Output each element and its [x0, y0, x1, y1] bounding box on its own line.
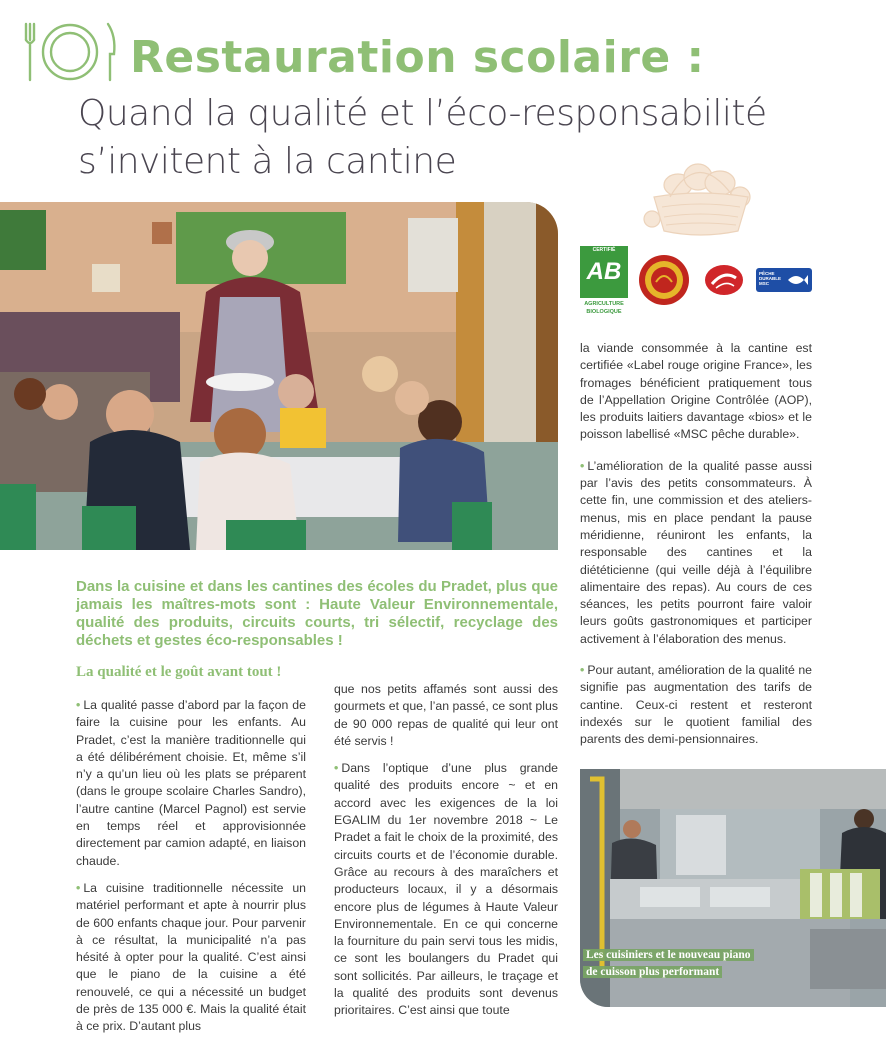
- basket-illustration: [640, 145, 760, 240]
- aop-label: [638, 254, 690, 306]
- photo-caption: Les cuisiniers et le nouveau piano de cuisson plus performant: [583, 948, 773, 980]
- paragraph: • Dans l’optique d’une plus grande qualité des produits encore ~ et en accord avec les exigences de la loi EGALIM du 1er novembre 2018 ~ Le Pradet a fait le choix de la proximité, des circuits courts et de l’économie durable. Grâce au recours à des maraîchers et producteurs locaux, il y a désormais encore plus de légumes à Haute Valeur Environnementale. En ce qui concerne la fourniture du pain servi tous les midis, ce sont les boulangers du Pradet qui sont sollicités. Par ailleurs, le traçage et la qualité des produits sont devenus prioritaires. C’est ainsi que toute: [334, 761, 558, 1018]
- cutlery-plate-icon: [20, 20, 120, 84]
- text-column-3: [580, 340, 812, 759]
- paragraph: • Pour autant, amélioration de la qualité ne signifie pas augmentation des tarifs de cantine. Ceux-ci restent et resteront indexés sur le quotient familial des parents des demi-pensionnaires.: [580, 663, 812, 747]
- page-subtitle: Quand la qualité et l’éco-responsabilité s’invitent à la cantine: [78, 93, 767, 182]
- canteen-photo: [0, 202, 558, 550]
- page-title: Restauration scolaire :: [130, 32, 705, 83]
- paragraph: • L’amélioration de la qualité passe aussi par l’avis des petits consommateurs. À cette fin, une commission et des ateliers-menus, mis en place pendant la pause méridienne, réuniront les enfants, la responsable des cantines et la diététicienne (qui veille déjà à l’équilibre alimentaire des repas). Au cours de ces séances, les petits pourront faire valoir leurs goûts gastronomiques et participer activement à l’élaboration des menus.: [580, 458, 812, 646]
- text-column-2: [334, 681, 558, 1030]
- quality-labels-row: [580, 246, 820, 318]
- paragraph: que nos petits affamés sont aussi des gourmets et que, l’an passé, ce sont plus de 90 000 repas de qualité qui leur ont été servis !: [334, 682, 558, 748]
- text-column-1: [76, 697, 306, 1046]
- paragraph: la viande consommée à la cantine est certifiée «Label rouge origine France», les fromages bénéficient pratiquement tous de l’Appellation Origine Contrôlée (AOP), les produits laitiers davantage «bios» et le poisson labellisé «MSC pêche durable».: [580, 341, 812, 442]
- label-rouge-label: [704, 264, 744, 296]
- msc-label: PÊCHE DURABLE MSC: [756, 268, 812, 292]
- paragraph: • La qualité passe d’abord par la façon de faire la cuisine pour les enfants. Au Pradet, c’est la manière traditionnelle qui a été délibérément choisie. Et, même s’il n’y a qu’un lieu où les plats se préparent (dans le groupe scolaire Charles Sandro), l’autre cantine (Marcel Pagnol) est servie en temps réel et approvisionnée directement par camion adapté, en liaison chaude.: [76, 698, 306, 868]
- section-heading: La qualité et le goût avant tout !: [76, 664, 282, 680]
- ab-organic-label: CERTIFIÉ AB AGRICULTURE BIOLOGIQUE: [580, 246, 630, 318]
- intro-paragraph: Dans la cuisine et dans les cantines des écoles du Pradet, plus que jamais les maîtres-mots sont : Haute Valeur Environnementale, qualité des produits, circuits courts, tri sélectif, recyclage des déchets et gestes éco-responsables !: [76, 578, 558, 649]
- paragraph: • La cuisine traditionnelle nécessite un matériel performant et apte à nourrir plus de 600 enfants chaque jour. Pour parvenir à ce résultat, la municipalité n’a pas hésité à opter pour la qualité. C’est ainsi que le piano de la cuisine a été renouvelé, ce qui a nécessité un budget de près de 135 000 €. Mais la qualité était à ce prix. D’autant plus: [76, 880, 306, 1034]
